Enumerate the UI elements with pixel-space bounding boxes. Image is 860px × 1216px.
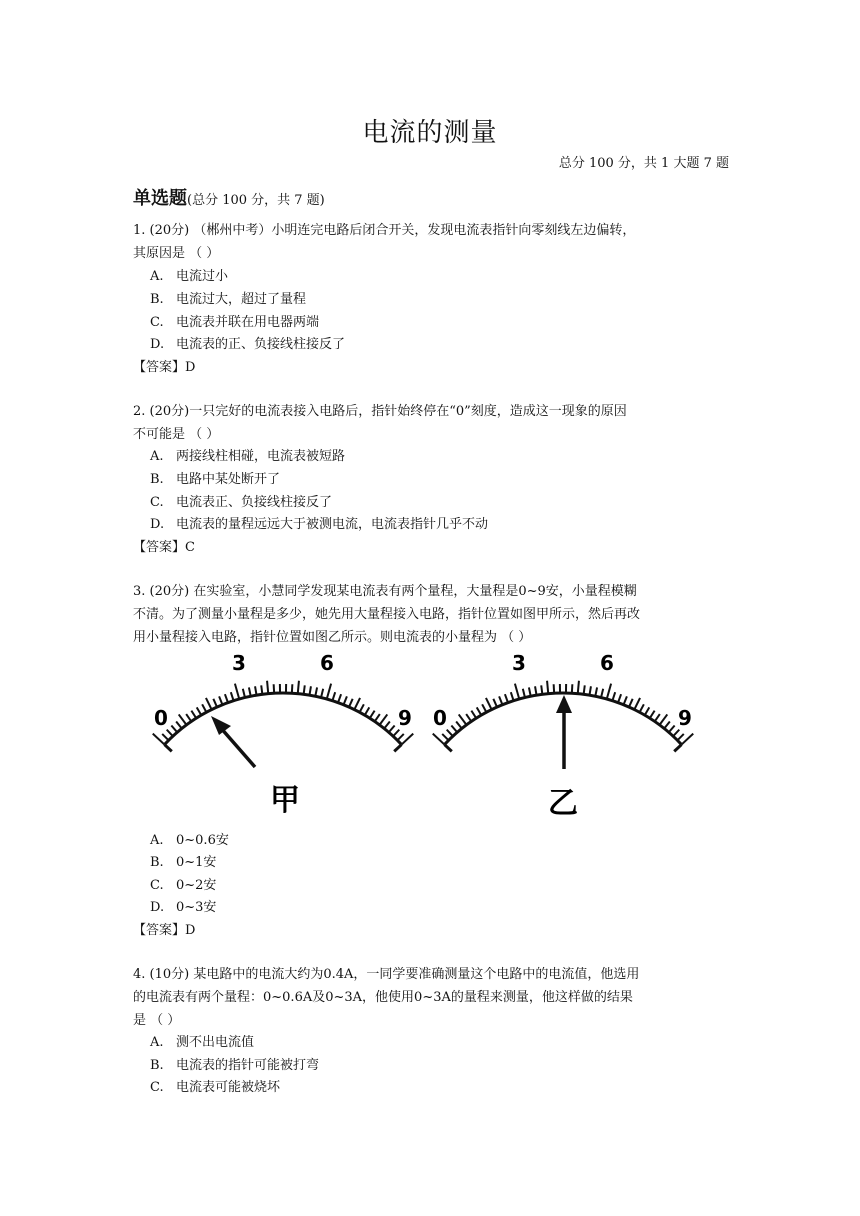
scale-label-9-jia: 9: [398, 706, 412, 730]
scale-tick: [349, 699, 353, 707]
q2-answer: 【答案】C: [133, 540, 195, 555]
q4-option-a: A. 测不出电流值: [150, 1035, 255, 1050]
scale-tick: [477, 707, 482, 715]
scale-tick: [618, 694, 621, 702]
caption-yi: 乙: [548, 786, 578, 821]
scale-tick: [650, 711, 655, 719]
scale-tick: [459, 714, 467, 724]
scale-tick: [451, 725, 457, 732]
scale-tick: [493, 699, 497, 707]
scale-tick: [298, 681, 299, 694]
scale-tick: [197, 707, 202, 715]
q2-option-a: A. 两接线柱相碰，电流表被短路: [150, 449, 346, 464]
scale-tick: [191, 711, 196, 719]
q3-option-b: B. 0~1安: [150, 855, 217, 870]
scale-tick: [541, 685, 542, 694]
scale-tick: [389, 725, 395, 732]
scale-tick: [547, 681, 548, 694]
q2-option-d: D. 电流表的量程远远大于被测电流，电流表指针几乎不动: [150, 517, 489, 532]
ammeter-figure: [140, 645, 710, 825]
scale-tick: [607, 684, 611, 699]
q3-stem-line1: 3. (20分) 在实验室，小慧同学发现某电流表有两个量程，大量程是0~9安，小量程模糊: [133, 584, 637, 599]
scale-tick: [655, 714, 660, 721]
scale-tick: [370, 711, 375, 719]
scale-tick: [321, 689, 323, 698]
section-heading: [133, 184, 325, 210]
section-name: 单选题: [133, 188, 187, 209]
scale-tick: [466, 714, 471, 721]
scale-end-stub: [444, 745, 451, 752]
scale-tick: [225, 694, 228, 702]
scale-tick: [629, 699, 633, 707]
scale-tick: [677, 734, 683, 740]
scale-tick: [162, 734, 168, 740]
scale-tick: [315, 687, 317, 696]
scale-tick: [332, 692, 335, 701]
scale-label-0-yi: 0: [433, 706, 447, 730]
caption-jia: 甲: [270, 783, 300, 818]
document-title: 电流的测量: [362, 118, 498, 148]
scale-tick: [375, 714, 380, 721]
scale-tick: [624, 696, 627, 704]
scale-tick: [601, 689, 603, 698]
scale-tick: [365, 707, 370, 715]
scale-tick: [529, 687, 531, 696]
q3-option-d: D. 0~3安: [150, 900, 217, 915]
scale-tick: [482, 704, 486, 712]
scale-tick: [447, 730, 453, 737]
scale-tick: [393, 730, 399, 737]
q1-option-d: D. 电流表的正、负接线柱接反了: [150, 337, 346, 352]
scale-tick: [167, 730, 173, 737]
q3-answer: 【答案】D: [133, 923, 196, 938]
scale-tick: [397, 734, 403, 740]
scale-tick: [267, 681, 268, 694]
scale-tick: [669, 725, 675, 732]
scale-tick: [523, 689, 525, 698]
scale-tick: [515, 684, 519, 699]
scale-tick: [206, 698, 212, 710]
scale-tick: [578, 681, 579, 694]
pointer-arrow-yi: [556, 695, 572, 769]
scale-end-stub: [164, 745, 171, 752]
scale-tick: [344, 696, 347, 704]
q4-option-b: B. 电流表的指针可能被打弯: [150, 1058, 320, 1073]
q4-stem-line1: 4. (10分) 某电路中的电流大约为0.4A，一同学要准确测量这个电路中的电流值，他选用: [133, 967, 640, 982]
q2-option-c: C. 电流表正、负接线柱接反了: [150, 495, 333, 510]
q4-stem-line3: 是 （ ）: [133, 1013, 181, 1028]
q3-stem-line3: 用小量程接入电路，指针位置如图乙所示。则电流表的小量程为 （ ）: [133, 630, 532, 645]
scale-arc: [164, 693, 401, 745]
scale-tick: [249, 687, 251, 696]
scale-tick: [471, 711, 476, 719]
scale-tick: [304, 685, 305, 694]
scale-tick: [354, 698, 360, 710]
scale-tick: [673, 730, 679, 737]
scale-tick: [171, 725, 177, 732]
scale-tick: [499, 696, 502, 704]
q3-option-c: C. 0~2安: [150, 878, 217, 893]
q2-option-b: B. 电路中某处断开了: [150, 472, 281, 487]
scale-tick: [261, 685, 262, 694]
scale-tick: [243, 689, 245, 698]
scale-tick: [664, 721, 670, 728]
scale-tick: [660, 714, 668, 724]
scale-tick: [179, 714, 187, 724]
q4-stem-line2: 的电流表有两个量程：0~0.6A及0~3A，他使用0~3A的量程来测量，他这样做的结果: [133, 990, 633, 1005]
scale-tick: [456, 721, 462, 728]
scale-tick: [360, 704, 364, 712]
score-summary: 总分 100 分，共 1 大题 7 题: [558, 156, 729, 171]
scale-label-0-jia: 0: [154, 706, 168, 730]
q1-answer: 【答案】D: [133, 360, 196, 375]
scale-label-3-yi: 3: [512, 651, 526, 675]
scale-label-3-jia: 3: [232, 651, 246, 675]
scale-tick: [511, 692, 514, 701]
scale-tick: [202, 704, 206, 712]
q1-stem-line1: 1. (20分) （郴州中考）小明连完电路后闭合开关，发现电流表指针向零刻线左边偏转，: [133, 223, 636, 238]
scale-tick: [634, 698, 640, 710]
scale-tick: [612, 692, 615, 701]
scale-tick: [213, 699, 217, 707]
scale-label-9-yi: 9: [678, 706, 692, 730]
q3-stem-line2: 不清。为了测量小量程是多少，她先用大量程接入电路，指针位置如图甲所示，然后再改: [133, 607, 641, 622]
q1-option-b: B. 电流过大，超过了量程: [150, 292, 307, 307]
q1-option-c: C. 电流表并联在用电器两端: [150, 315, 320, 330]
q2-stem-line2: 不可能是 （ ）: [133, 427, 220, 442]
scale-tick: [442, 734, 448, 740]
scale-tick: [327, 684, 331, 699]
scale-tick: [595, 687, 597, 696]
q1-option-a: A. 电流过小: [150, 269, 229, 284]
scale-tick: [231, 692, 234, 701]
scale-tick: [486, 698, 492, 710]
section-info: (总分 100 分，共 7 题): [187, 193, 325, 208]
q2-stem-line1: 2. (20分)一只完好的电流表接入电路后，指针始终停在“0”刻度，造成这一现象的原因: [133, 404, 627, 419]
scale-tick: [186, 714, 191, 721]
q4-option-c: C. 电流表可能被烧坏: [150, 1080, 281, 1095]
dial-jia: [153, 681, 413, 752]
scale-tick: [584, 685, 585, 694]
scale-tick: [338, 694, 341, 702]
q3-option-a: A. 0~0.6安: [150, 833, 229, 848]
pointer-arrow-jia: [211, 716, 255, 767]
scale-tick: [219, 696, 222, 704]
scale-tick: [645, 707, 650, 715]
scale-tick: [640, 704, 644, 712]
q1-stem-line2: 其原因是 （ ）: [133, 246, 220, 261]
scale-label-6-jia: 6: [320, 651, 334, 675]
scale-tick: [380, 714, 388, 724]
scale-end-stub: [674, 745, 681, 752]
scale-tick: [235, 684, 239, 699]
scale-label-6-yi: 6: [600, 651, 614, 675]
scale-end-stub: [394, 745, 401, 752]
scale-tick: [384, 721, 390, 728]
scale-tick: [505, 694, 508, 702]
scale-tick: [176, 721, 182, 728]
